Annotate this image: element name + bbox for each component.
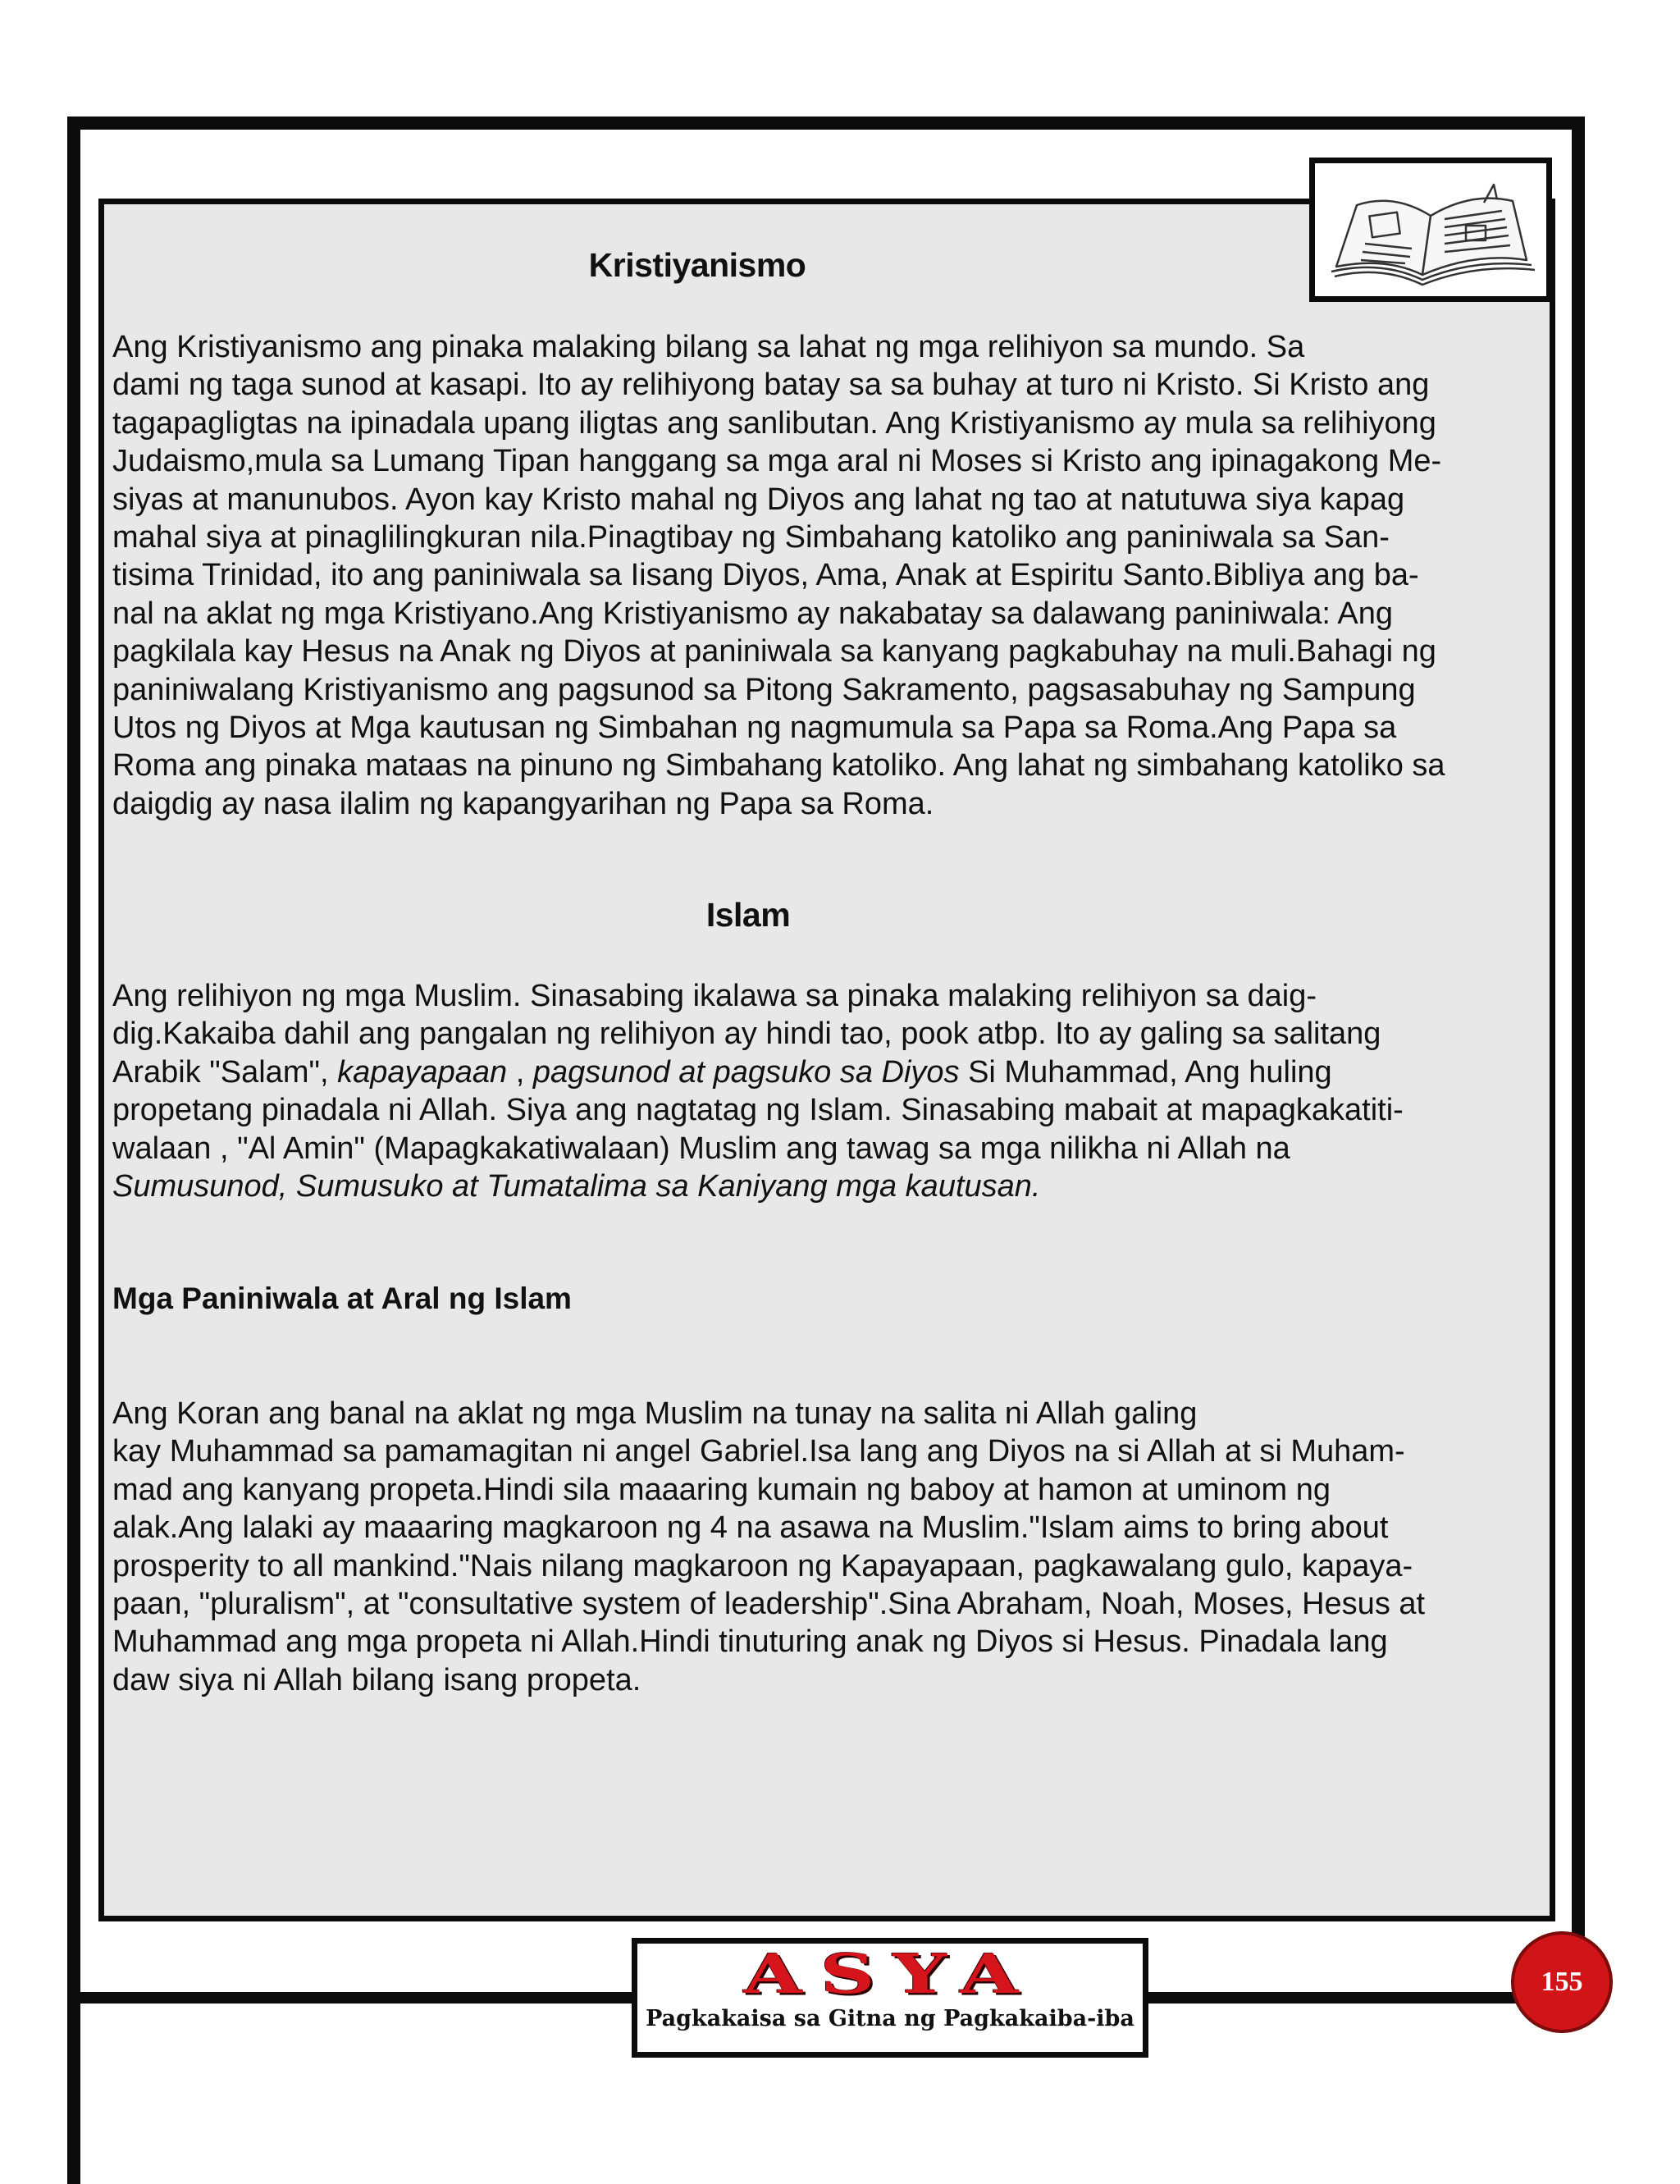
outer-frame-right bbox=[1572, 117, 1585, 2020]
outer-frame-left bbox=[67, 117, 80, 2184]
outer-frame-top bbox=[67, 117, 1585, 130]
paniniwala-paragraph: Ang Koran ang banal na aklat ng mga Muslim na tunay na salita ni Allah galing kay Muhammad sa pamamagitan ni angel Gabriel.Isa lang ang Diyos na si Allah at si Muham- mad ang kanyang propeta.Hindi sila maaaring kumain ng baboy at hamon at uminom ng alak.Ang lalaki ay maaaring magkaroon ng 4 na asawa na Muslim."Islam aims to bring about prosperity to all mankind."Nais nilang magkaroon ng Kapayapaan, pagkawalang gulo, kapaya- paan, "pluralism", at "consultative system of leadership".Sina Abraham, Noah, Moses, Hesus at Muhammad ang mga propeta ni Allah.Hindi tinuturing anak ng Diyos si Hesus. Pinadala lang daw siya ni Allah bilang isang propeta. bbox=[112, 1396, 1426, 1697]
islam-text-1: Ang relihiyon ng mga Muslim. Sinasabing ikalawa sa pinaka malaking relihiyon sa daig- dig.Kakaiba dahil ang pangalan ng relihiyon ay hindi tao, pook atbp. Ito ay galing sa salitang Arabik "Salam", bbox=[112, 979, 1381, 1090]
islam-paragraph bbox=[112, 977, 1507, 1205]
islam-italic-3: Sumusunod, Sumusuko at Tumatalima sa Kaniyang mga kautusan. bbox=[112, 1169, 1041, 1204]
islam-text-2: , bbox=[507, 1054, 533, 1090]
logo-title: ASYA bbox=[743, 1942, 1037, 2006]
section-heading-islam: Islam bbox=[705, 896, 791, 934]
islam-italic-1: kapayapaan bbox=[337, 1054, 508, 1090]
asya-logo bbox=[632, 1938, 1148, 2058]
islam-text-3: Si Muhammad, Ang huling propetang pinadala ni Allah. Siya ang nagtatag ng Islam. Sinasabing mabait at mapagkakatiti- walaan , "Al Amin" (Mapagkakatiwalaan) Muslim ang tawag sa mga nilikha ni Allah na bbox=[112, 1054, 1404, 1166]
book-icon-box bbox=[1309, 158, 1552, 302]
islam-italic-2: pagsunod at pagsuko sa Diyos bbox=[532, 1054, 960, 1090]
section-heading-kristiyanismo: Kristiyanismo bbox=[588, 246, 806, 284]
section-heading-paniniwala: Mga Paniniwala at Aral ng Islam bbox=[112, 1282, 572, 1315]
logo-subtitle: Pagkakaisa sa Gitna ng Pagkakaiba-iba bbox=[646, 2006, 1134, 2031]
open-book-icon bbox=[1320, 168, 1541, 291]
kristiyanismo-paragraph: Ang Kristiyanismo ang pinaka malaking bilang sa lahat ng mga relihiyon sa mundo. Sa dami ng taga sunod at kasapi. Ito ay relihiyong batay sa sa buhay at turo ni Kristo. Si Kristo ang tagapagligtas na ipinadala upang iligtas ang sanlibutan. Ang Kristiyanismo ay mula sa relihiyong Judaismo,mula sa Lumang Tipan hanggang sa mga aral ni Moses si Kristo ang ipinagakong Me- siyas at manunubos. Ayon kay Kristo mahal ng Diyos ang lahat ng tao at natutuwa siya kapag mahal siya at pinaglilingkuran nila.Pinagtibay ng Simbahang katoliko ang paniniwala sa San- tisima Trinidad, ito ang paniniwala sa Iisang Diyos, Ama, Anak at Espiritu Santo.Bibliya ang ba- nal na aklat ng mga Kristiyano.Ang Kristiyanismo ay nakabatay sa dalawang paniniwala: Ang pagkilala kay Hesus na Anak ng Diyos at paniniwala sa kanyang pagkabuhay na muli.Bahagi ng paniniwalang Kristiyanismo ang pagsunod sa Pitong Sakramento, pagsasabuhay ng Sampung Utos ng Diyos at Mga kautusan ng Simbahan ng nagmumula sa Papa sa Roma.Ang Papa sa Roma ang pinaka mataas na pinuno ng Simbahang katoliko. Ang lahat ng simbahang katoliko sa daigdig ay nasa ilalim ng kapangyarihan ng Papa sa Roma. bbox=[112, 330, 1445, 821]
page-number-badge: 155 bbox=[1511, 1931, 1613, 2033]
